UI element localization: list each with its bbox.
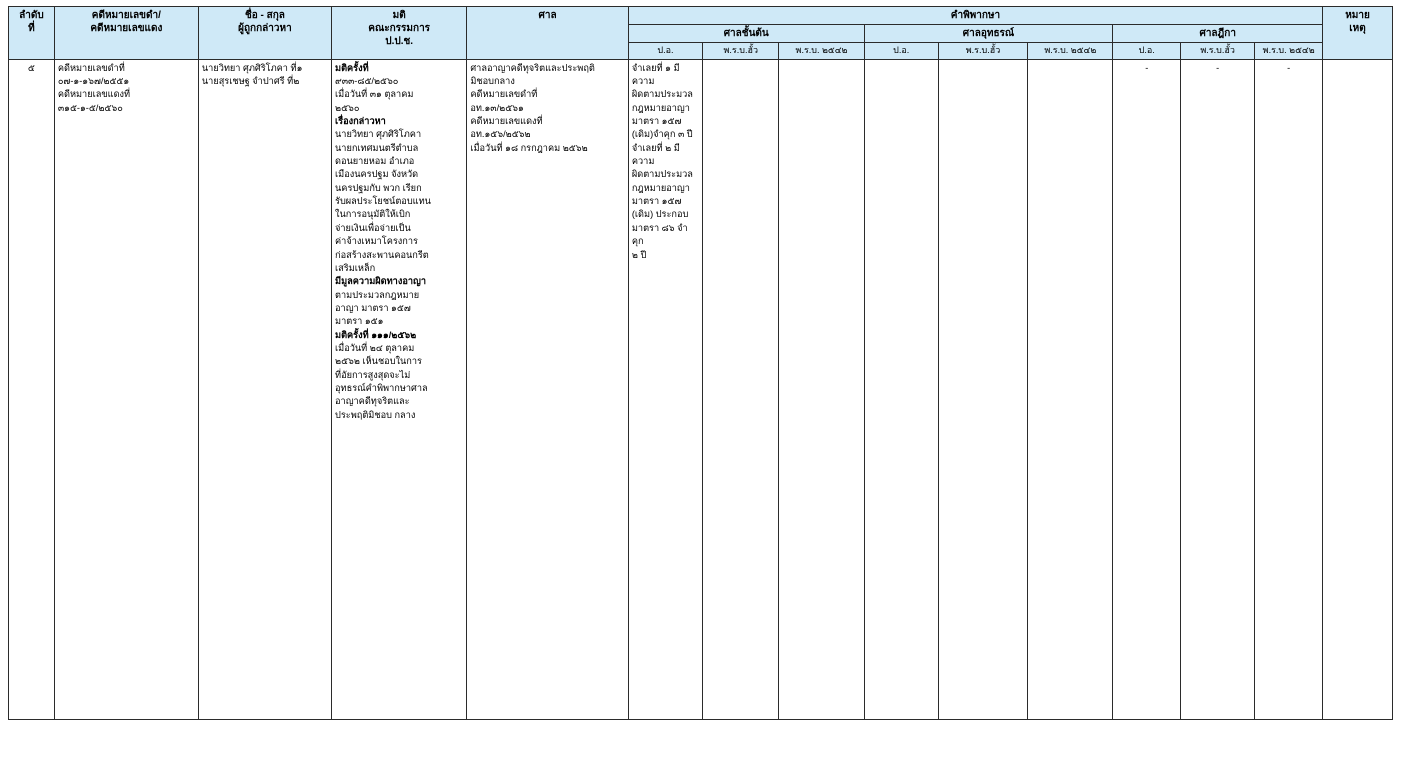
text-line: -	[1216, 62, 1220, 73]
header-appeal-act2542: พ.ร.บ. ๒๕๔๒	[1028, 43, 1113, 60]
header-order-line2: ที่	[28, 23, 35, 34]
text-line: ค่าจ้างเหมาโครงการ	[335, 236, 418, 247]
text-line: ผิดตามประมวล	[631, 89, 693, 100]
header-order-line1: ลำดับ	[19, 10, 44, 21]
text-line: ผิดตามประมวล	[631, 169, 693, 180]
text-line: ๒๕๖๐	[335, 102, 360, 113]
case-table	[8, 6, 1393, 720]
cell-note	[1323, 59, 1393, 719]
text-line: มาตรา ๑๕๑	[335, 316, 384, 327]
table-row	[9, 59, 1393, 719]
text-line: อุทธรณ์คำพิพากษาศาล	[335, 382, 428, 393]
header-verdict-group: คำพิพากษา	[628, 7, 1322, 25]
text-line: ที่อัยการสูงสุดจะไม่	[335, 369, 411, 380]
text-line: มาตรา ๑๕๗	[631, 116, 682, 127]
header-supreme-po: ป.อ.	[1113, 43, 1181, 60]
text-line: เมื่อวันที่ ๒๔ ตุลาคม	[335, 342, 415, 353]
text-line: (เดิม) ประกอบ	[631, 209, 689, 220]
cell-appeal-hua	[938, 59, 1027, 719]
header-case-number-line2: คดีหมายเลขแดง	[90, 23, 163, 34]
header-nacc-line1: มติ	[392, 10, 406, 21]
cell-supreme-act2542	[1255, 59, 1323, 719]
text-line: -	[1145, 62, 1149, 73]
text-line: (เดิม)จำคุก ๓ ปี	[631, 129, 693, 140]
header-nacc-line3: ป.ป.ช.	[385, 36, 414, 47]
text-line: รับผลประโยชน์ตอบแทน	[335, 196, 431, 207]
cell-court	[467, 59, 629, 719]
text-line: มติครั้งที่ ๑๑๑/๒๕๖๒	[335, 329, 417, 340]
header-case-number	[54, 7, 198, 60]
header-court-appeal: ศาลอุทธรณ์	[864, 25, 1113, 43]
text-line: ประพฤติมิชอบ กลาง	[335, 409, 416, 420]
header-first-hua: พ.ร.บ.ฮั้ว	[703, 43, 779, 60]
header-nacc-resolution	[332, 7, 467, 60]
text-line: นายวิทยา ศุภศิริโภคา ที่๑	[201, 62, 303, 73]
text-line: นายวิทยา ศุภศิริโภคา	[335, 129, 422, 140]
header-name	[198, 7, 331, 60]
header-court-supreme: ศาลฎีกา	[1113, 25, 1323, 43]
header-case-number-line1: คดีหมายเลขดำ/	[91, 10, 161, 21]
text-line: มิชอบกลาง	[470, 76, 515, 87]
table-body	[9, 59, 1393, 719]
header-supreme-act2542: พ.ร.บ. ๒๕๔๒	[1255, 43, 1323, 60]
text-line: อท.๑๓/๒๕๖๑	[470, 102, 524, 113]
text-line: ๙๓๓-๘๕/๒๕๖๐	[335, 76, 399, 87]
header-first-po: ป.อ.	[628, 43, 702, 60]
header-court-line1: ศาล	[538, 10, 557, 21]
text-line: ในการอนุมัติให้เบิก	[335, 209, 411, 220]
cell-appeal-act2542	[1028, 59, 1113, 719]
text-line: เมื่อวันที่ ๑๘ กรกฎาคม ๒๕๖๒	[470, 142, 588, 153]
header-name-line1: ชื่อ - สกุล	[244, 10, 285, 21]
text-line: -	[1287, 62, 1291, 73]
text-line: อาญา มาตรา ๑๕๗	[335, 302, 411, 313]
header-note-line1: หมาย	[1345, 10, 1370, 21]
text-line: คดีหมายเลขดำที่	[470, 89, 538, 100]
cell-appeal-po	[864, 59, 938, 719]
text-line: คดีหมายเลขแดงที่	[470, 116, 543, 127]
text-line: ๐๗-๑-๑๖๗/๒๕๕๑	[57, 76, 130, 87]
text-line: ๒ ปี	[631, 249, 647, 260]
text-line: เมืองนครปฐม จังหวัด	[335, 169, 419, 180]
cell-order: ๕	[9, 59, 55, 719]
text-line: นครปฐมกับ พวก เรียก	[335, 182, 422, 193]
header-court-first-instance: ศาลชั้นต้น	[628, 25, 864, 43]
table-header	[9, 7, 1393, 60]
text-line: ๒๕๖๒ เห็นชอบในการ	[335, 356, 422, 367]
text-line: นายสุรเชษฐ จำปาศรี ที่๒	[201, 76, 300, 87]
text-line: เรื่องกล่าวหา	[335, 116, 386, 127]
header-nacc-line2: คณะกรรมการ	[368, 23, 431, 34]
text-line: เมื่อวันที่ ๓๑ ตุลาคม	[335, 89, 414, 100]
text-line: กฎหมายอาญา	[631, 182, 690, 193]
text-line: ศาลอาญาคดีทุจริตและประพฤติ	[470, 62, 595, 73]
text-line: อาญาคดีทุจริตและ	[335, 396, 410, 407]
header-supreme-hua: พ.ร.บ.ฮั้ว	[1181, 43, 1255, 60]
cell-case-number	[54, 59, 198, 719]
header-note	[1323, 7, 1393, 60]
cell-supreme-hua	[1181, 59, 1255, 719]
text-line: ดอนยายหอม อำเภอ	[335, 156, 415, 167]
text-line: มาตรา ๑๕๗	[631, 196, 682, 207]
text-line: มีมูลความผิดทางอาญา	[335, 276, 426, 287]
text-line: จำเลยที่ ๒ มีความ	[631, 142, 680, 167]
cell-first-act2542	[779, 59, 864, 719]
cell-supreme-po	[1113, 59, 1181, 719]
text-line: ๓๑๕-๑-๕/๒๕๖๐	[57, 102, 123, 113]
text-line: คดีหมายเลขดำที่	[57, 62, 125, 73]
header-first-act2542: พ.ร.บ. ๒๕๔๒	[779, 43, 864, 60]
header-name-line2: ผู้ถูกกล่าวหา	[238, 23, 292, 34]
header-appeal-po: ป.อ.	[864, 43, 938, 60]
text-line: จ่ายเงินเพื่อจ่ายเป็น	[335, 222, 411, 233]
text-line: อท.๑๕๖/๒๕๖๒	[470, 129, 531, 140]
text-line: ตามประมวลกฎหมาย	[335, 289, 420, 300]
cell-first-po	[628, 59, 702, 719]
text-line: ก่อสร้างสะพานคอนกรีต	[335, 249, 429, 260]
header-note-line2: เหตุ	[1349, 23, 1366, 34]
text-line: เสริมเหล็ก	[335, 262, 376, 273]
text-line: กฎหมายอาญา	[631, 102, 690, 113]
header-order	[9, 7, 55, 60]
text-line: นายกเทศมนตรีตำบล	[335, 142, 419, 153]
text-line: จำเลยที่ ๑ มีความ	[631, 62, 680, 87]
header-court	[467, 7, 629, 60]
text-line: มาตรา ๘๖ จำคุก	[631, 222, 688, 247]
header-appeal-hua: พ.ร.บ.ฮั้ว	[938, 43, 1027, 60]
cell-first-hua	[703, 59, 779, 719]
cell-nacc-resolution	[332, 59, 467, 719]
cell-name	[198, 59, 331, 719]
text-line: คดีหมายเลขแดงที่	[57, 89, 131, 100]
text-line: มติครั้งที่	[335, 62, 369, 73]
